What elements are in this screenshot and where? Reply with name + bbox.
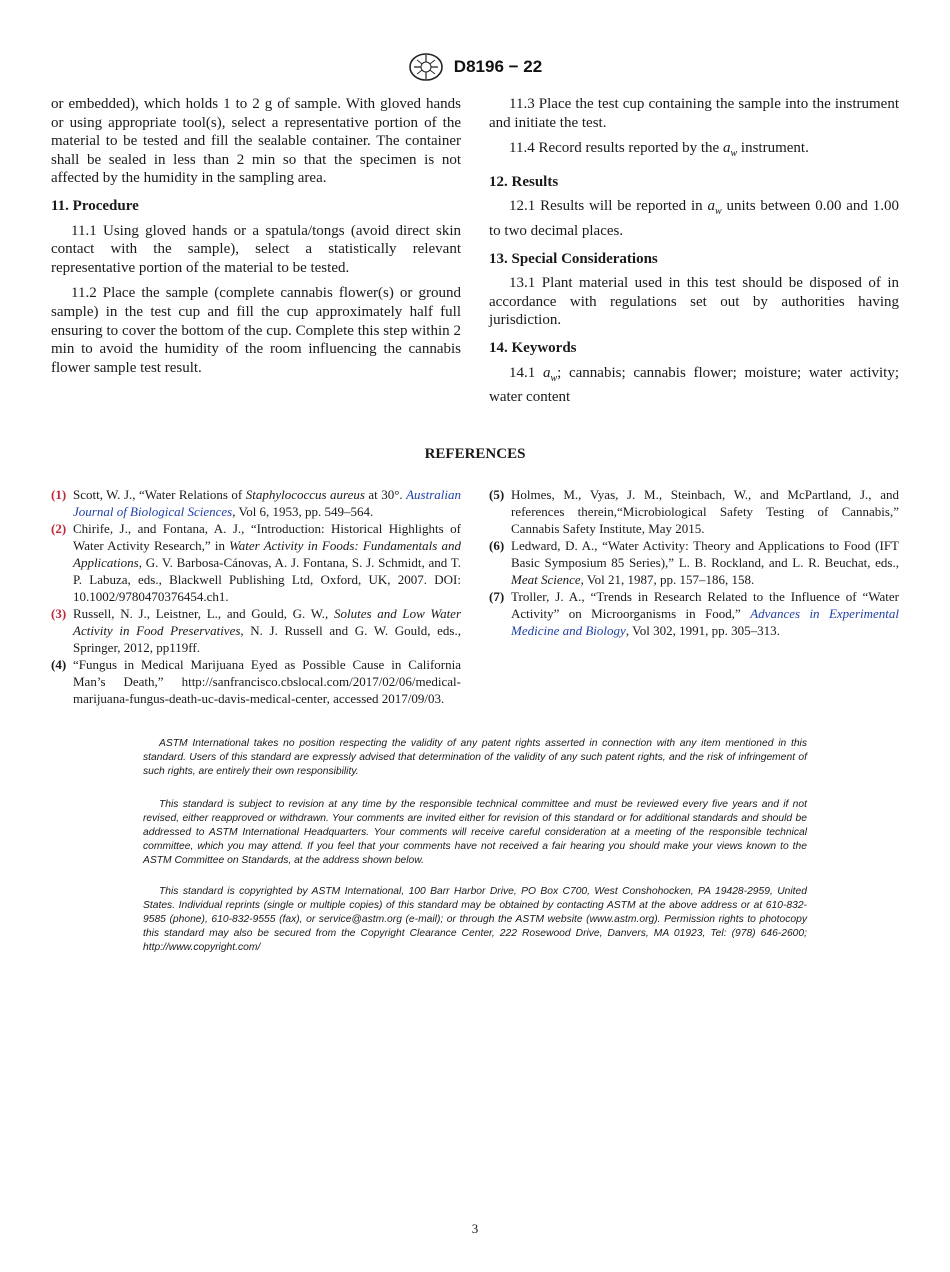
- references-left-column: [51, 486, 461, 707]
- references-heading: REFERENCES: [424, 446, 526, 462]
- copyright-notice: This standard is copyrighted by ASTM International, 100 Barr Harbor Drive, PO Box C700, West Conshohocken, PA 19428-2959, United States. Individual reprints (single or multiple copies) of this standard may be obtained by contacting ASTM at the above address or at 610-832-9585 (phone), 610-832-9555 (fax), or service@astm.org (e-mail); or through the ASTM website (www.astm.org). Permission rights to photocopy this standard may also be secured from the Copyright Clearance Center, 222 Rosewood Drive, Danvers, MA 01923, Tel: (978) 646-2600; http://www.copyright.com/: [143, 886, 807, 953]
- page-number: 3: [471, 1221, 479, 1236]
- reference-item-5: (5) Holmes, M., Vyas, J. M., Steinbach, W., and McPartland, J., and references therein,“Microbiological Safety Testing of Cannabis,” Cannabis Safety Institute, May 2015.: [489, 487, 899, 536]
- paragraph-14-1: 14.1 $a_w$; cannabis; cannabis flower; moisture; water activity; water content: [489, 364, 900, 406]
- left-column: [51, 95, 461, 384]
- paragraph-11-1: 11.1 Using gloved hands or a spatula/tongs (avoid direct skin contact with the sample), select a statistically relevant representative portion of the material to be tested.: [51, 222, 461, 276]
- patent-notice: ASTM International takes no position respecting the validity of any patent rights asserted in connection with any item mentioned in this standard. Users of this standard are expressly advised that determination of the validity of any such patent rights, and the risk of infringement of such rights, are entirely their own responsibility.: [143, 738, 807, 777]
- paragraph-11-4: 11.4 Record results reported by the $a_w$ instrument.: [509, 140, 809, 160]
- continuation-paragraph: or embedded), which holds 1 to 2 g of sample. With gloved hands or using appropriate tool(s), select a representative portion of the material to be tested and fill the sealable container. The container shall be sealed in less than 2 min so that the specimen is not affected by the humidity in the sampling area.: [51, 96, 461, 187]
- section-heading-keywords: 14. Keywords: [489, 339, 577, 356]
- paragraph-11-3: 11.3 Place the test cup containing the sample into the instrument and initiate the test.: [489, 96, 899, 131]
- reference-item-3: (3) Russell, N. J., Leistner, L., and Gould, G. W., Solutes and Low Water Activity in Food Preservatives, N. J. Russell and G. W. Gould, eds., Springer, 2012, pp119ff.: [51, 606, 462, 655]
- paragraph-11-2: 11.2 Place the sample (complete cannabis flower(s) or ground sample) in the test cup and fill the cup approximately half full ensuring to cover the bottom of the cup. Complete this step within 2 min to avoid the humidity of the room influencing the cannabis flower sample test result.: [51, 285, 461, 376]
- reference-item-1: (1) Scott, W. J., “Water Relations of Staphylococcus aureus at 30°. Australian Journal of Biological Sciences, Vol 6, 1953, pp. 549–564.: [51, 487, 461, 519]
- section-heading-special-considerations: 13. Special Considerations: [489, 250, 658, 267]
- reference-item-2: (2) Chirife, J., and Fontana, A. J., “Introduction: Historical Highlights of Water Activity Research,” in Water Activity in Foods: Fundamentals and Applications, G. V. Barbosa-Cánovas, A. J. Fontana, S. J. Schmidt, and T. P. Labuza, eds., Blackwell Publishing Ltd, Oxford, UK, 2007. DOI: 10.1002/9780470376454.ch1.: [51, 521, 461, 604]
- reference-item-6: (6) Ledward, D. A., “Water Activity: Theory and Applications to Food (IFT Basic Symposium 85 Series),” L. B. Rockland, and L. R. Beuchat, eds., Meat Science, Vol 21, 1987, pp. 157–186, 158.: [489, 538, 899, 587]
- section-heading-procedure: 11. Procedure: [51, 197, 139, 214]
- paragraph-12-1: 12.1 Results will be reported in $a_w$ units between 0.00 and 1.00 to two decimal places.: [489, 198, 899, 239]
- standard-number: D8196 − 22: [453, 57, 543, 76]
- revision-notice: This standard is subject to revision at any time by the responsible technical committee and must be reviewed every five years and if not revised, either reapproved or withdrawn. Your comments are invited either for revision of this standard or for additional standards and should be addressed to ASTM International Headquarters. Your comments will receive careful consideration at a meeting of the responsible technical committee, which you may attend. If you feel that your comments have not received a fair hearing you should make your views known to the ASTM Committee on Standards, at the address shown below.: [143, 799, 807, 866]
- reference-link[interactable]: Australian Journal of Biological Sciences: [73, 487, 461, 519]
- page-header: [0, 52, 950, 82]
- reference-item-4: (4) “Fungus in Medical Marijuana Eyed as Possible Cause in California Man’s Death,” http://sanfrancisco.cbslocal.com/2017/02/06/medical-marijuana-fungus-death-uc-davis-medical-center, accessed 2017/09/03.: [51, 657, 461, 706]
- reference-link[interactable]: Advances in Experimental Medicine and Biology: [511, 606, 899, 638]
- references-right-column: [489, 486, 899, 639]
- reference-item-7: (7) Troller, J. A., “Trends in Research Related to the Influence of “Water Activity” on Microorganisms in Food,” Advances in Experimental Medicine and Biology, Vol 302, 1991, pp. 305–313.: [489, 589, 899, 638]
- astm-logo-icon: [408, 52, 444, 82]
- right-column: [489, 95, 899, 414]
- section-heading-results: 12. Results: [489, 173, 559, 190]
- paragraph-13-1: 13.1 Plant material used in this test should be disposed of in accordance with regulations set out by authorities having jurisdiction.: [489, 275, 899, 329]
